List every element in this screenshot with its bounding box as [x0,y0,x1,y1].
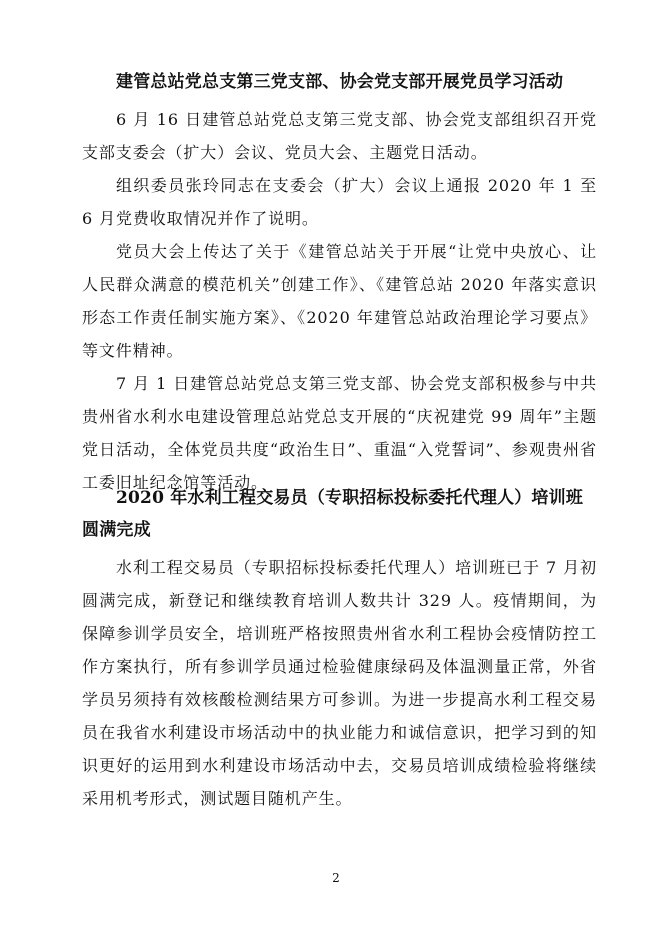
article-title: 建管总站党总支第三党支部、协会党支部开展党员学习活动 [116,72,564,92]
paragraph: 7 月 1 日建管总站党总支第三党支部、协会党支部积极参与中共贵州省水利水电建设管理总站党总支开展的“庆祝建党 99 周年”主题党日活动，全体党员共度“政治生日”、重温“入党誓词”、参观贵州省工委旧址纪念馆等活动。 [82,374,597,492]
page-number: 2 [332,871,340,885]
paragraph: 水利工程交易员（专职招标投标委托代理人）培训班已于 7 月初圆满完成，新登记和继续教育培训人数共计 329 人。疫情期间，为保障参训学员安全，培训班严格按照贵州省水利工程协会疫情防控工作方案执行，所有参训学员通过检验健康绿码及体温测量正常，外省学员另须持有效核酸检测结果方可参训。为进一步提高水利工程交易员在我省水利建设市场活动中的执业能力和诚信意识，把学习到的知识更好的运用到水利建设市场活动中去，交易员培训成绩检验将继续采用机考形式，测试题目随机产生。 [82,558,597,808]
paragraph: 组织委员张玲同志在支委会（扩大）会议上通报 2020 年 1 至 6 月党费收取情况并作了说明。 [82,176,597,228]
paragraph: 党员大会上传达了关于《建管总站关于开展“让党中央放心、让人民群众满意的模范机关”创建工作》、《建管总站 2020 年落实意识形态工作责任制实施方案》、《2020 年建管总站政治理论学习要点》等文件精神。 [82,242,597,360]
article-title: 2020 年水利工程交易员（专职招标投标委托代理人）培训班圆满完成 [82,488,584,540]
article-party-study [82,66,597,499]
article-training-class [82,482,597,815]
paragraph: 6 月 16 日建管总站党总支第三党支部、协会党支部组织召开党支部支委会（扩大）会议、党员大会、主题党日活动。 [82,110,597,162]
